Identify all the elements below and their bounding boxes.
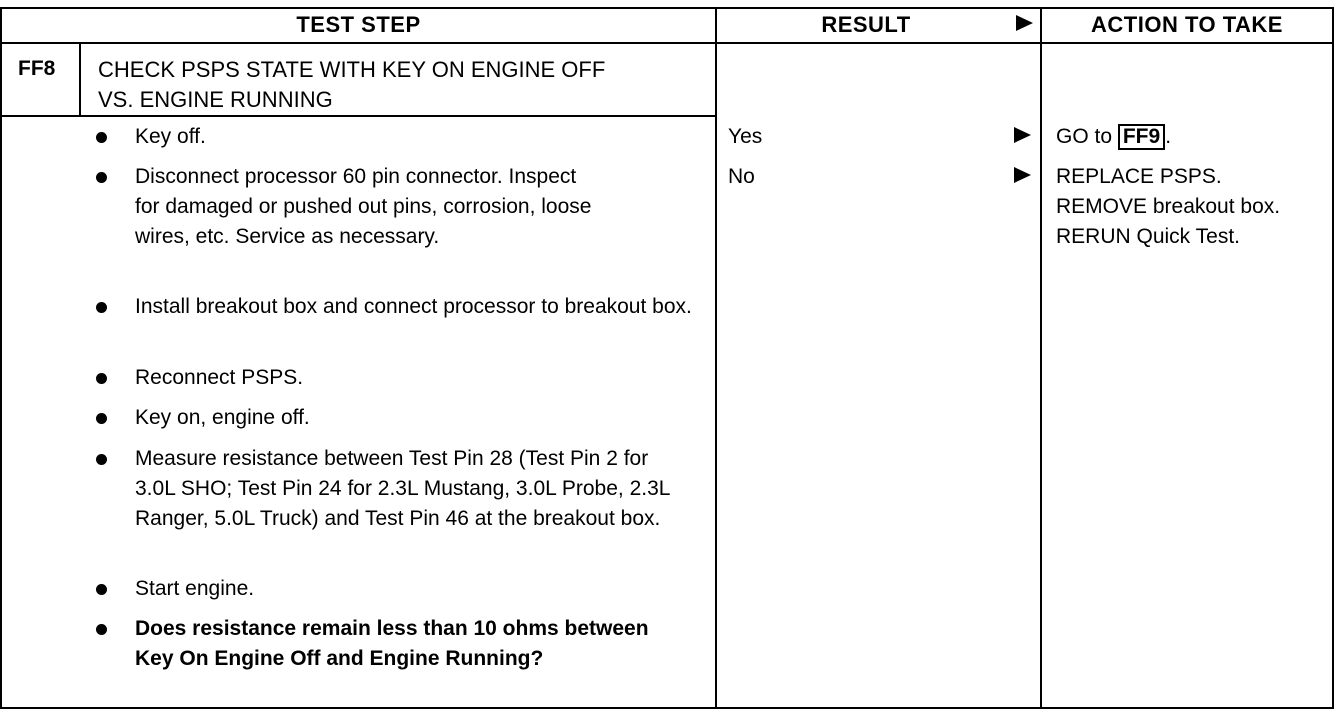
step-title <box>98 55 605 115</box>
column-divider-action <box>1040 7 1042 709</box>
instruction-6: Measure resistance between Test Pin 28 (Test Pin 2 for 3.0L SHO; Test Pin 24 for 2.3L Mustang, 3.0L Probe, 2.3L Ranger, 5.0L Truck) and Test Pin 46 at the breakout box. <box>135 447 670 530</box>
action-no: REPLACE PSPS. REMOVE breakout box. RERUN Quick Test. <box>1056 165 1281 248</box>
step-title-line-1: CHECK PSPS STATE WITH KEY ON ENGINE OFF <box>98 57 606 82</box>
header-divider <box>0 42 1334 44</box>
bullet-icon <box>96 302 107 313</box>
bullet-icon <box>96 172 107 183</box>
instruction-2: Disconnect processor 60 pin connector. Inspect for damaged or pushed out pins, corrosion, loose wires, etc. Service as necessary. <box>135 165 592 248</box>
result-no: No <box>728 165 755 188</box>
header-test-step: TEST STEP <box>296 12 421 37</box>
instruction-7: Start engine. <box>135 577 255 600</box>
column-divider-result <box>715 7 717 709</box>
instruction-4: Reconnect PSPS. <box>135 366 304 389</box>
instruction-3: Install breakout box and connect processor to breakout box. <box>135 295 692 318</box>
bullet-icon <box>96 373 107 384</box>
bullet-icon <box>96 413 107 424</box>
result-yes-arrow-icon <box>1014 127 1031 143</box>
bullet-icon <box>96 584 107 595</box>
instruction-5: Key on, engine off. <box>135 406 310 429</box>
instruction-8-question: Does resistance remain less than 10 ohms between Key On Engine Off and Engine Running? <box>135 617 649 670</box>
bullet-icon <box>96 132 107 143</box>
step-code-divider <box>79 44 81 117</box>
frame-left <box>0 7 2 709</box>
result-no-arrow-icon <box>1014 167 1031 183</box>
step-code: FF8 <box>18 57 56 80</box>
step-title-divider <box>0 115 717 117</box>
step-reference-ff9: FF9 <box>1118 124 1165 150</box>
bullet-icon <box>96 624 107 635</box>
instruction-1: Key off. <box>135 125 206 148</box>
frame-right <box>1332 7 1334 709</box>
header-arrow-icon <box>1016 15 1033 31</box>
action-yes <box>1056 122 1326 152</box>
frame-bottom <box>0 707 1334 709</box>
action-yes-prefix: GO to <box>1056 125 1118 148</box>
result-yes: Yes <box>728 125 763 148</box>
header-action: ACTION TO TAKE <box>1091 12 1283 37</box>
action-yes-suffix: . <box>1165 125 1172 148</box>
header-result: RESULT <box>821 12 911 37</box>
bullet-icon <box>96 454 107 465</box>
step-title-line-2: VS. ENGINE RUNNING <box>98 87 333 112</box>
